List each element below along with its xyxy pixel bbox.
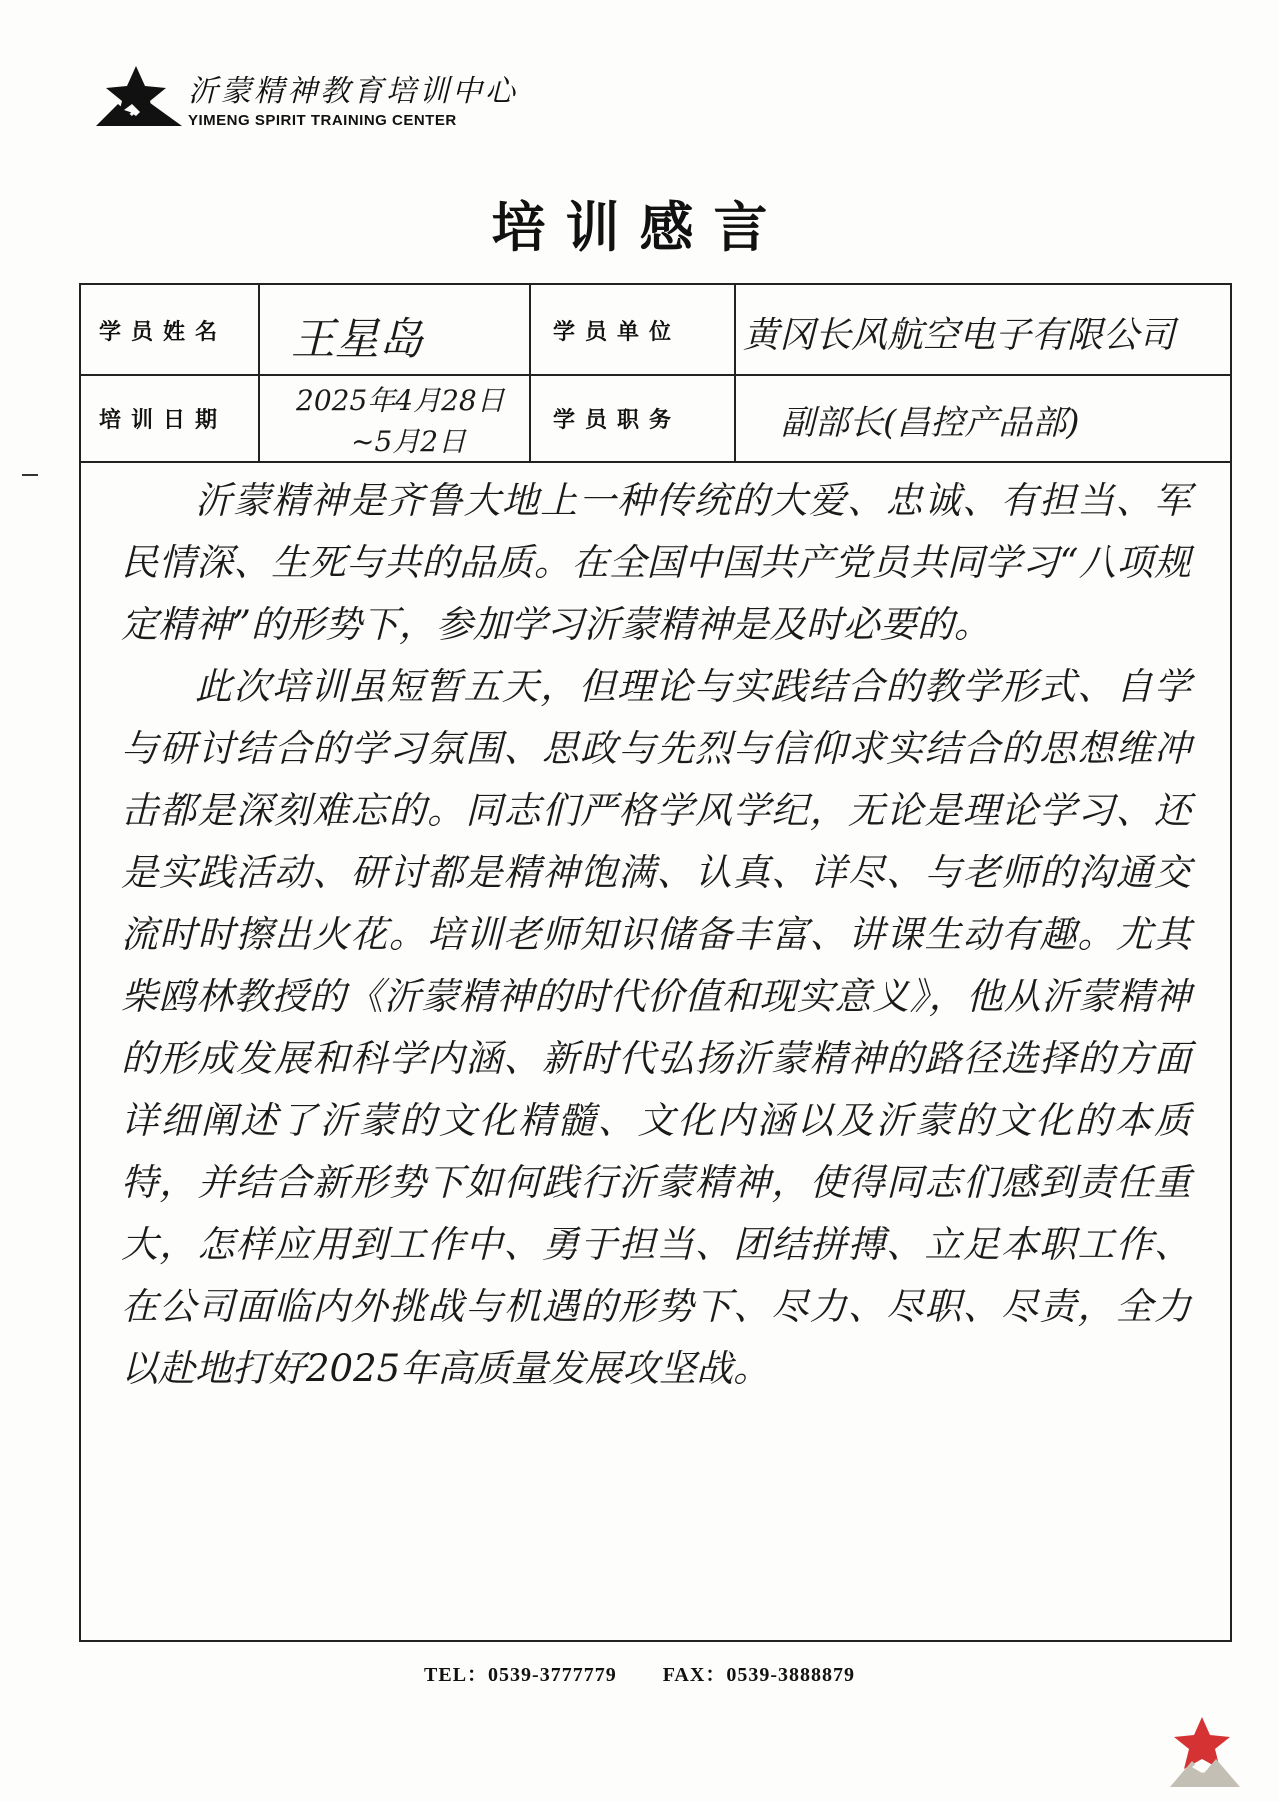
page-title: 培训感言	[491, 195, 788, 259]
essay-paragraph-1: 沂蒙精神是齐鲁大地上一种传统的大爱、忠诚、有担当、军民情深、生死与共的品质。在全国中国共产党员共同学习“八项规定精神”的形势下，参加学习沂蒙精神是及时必要的。	[121, 479, 1191, 646]
date-start: 2025年4月28日	[296, 384, 505, 417]
unit-value: 黄冈长风航空电子有限公司	[743, 315, 1176, 356]
name-label: 学员姓名	[99, 320, 228, 345]
position-value: 副部长(昌控产品部)	[781, 403, 1080, 443]
telephone-number: TEL：0539-3777779	[424, 1664, 617, 1686]
date-end: ~5月2日	[351, 425, 467, 458]
essay-body	[121, 470, 1191, 1400]
row-divider	[81, 374, 1230, 376]
essay-paragraph-2: 此次培训虽短暂五天，但理论与实践结合的教学形式、自学与研讨结合的学习氛围、思政与先烈与信仰求实结合的思想维冲击都是深刻难忘的。同志们严格学风学纪，无论是理论学习、还是实践活动、研讨都是精神饱满、认真、详尽、与老师的沟通交流时时擦出火花。培训老师知识储备丰富、讲课生动有趣。尤其柴鸥林教授的《沂蒙精神的时代价值和现实意义》，他从沂蒙精神的形成发展和科学内涵、新时代弘扬沂蒙精神的路径选择的方面详细阐述了沂蒙的文化精髓、文化内涵以及沂蒙的文化的本质特，并结合新形势下如何践行沂蒙精神，使得同志们感到责任重大，怎样应用到工作中、勇于担当、团结拼搏、立足本职工作、在公司面临内外挑战与机遇的形势下、尽力、尽职、尽责，全力以赴地打好2025年高质量发展攻坚战。	[121, 665, 1191, 1390]
name-value: 王星岛	[291, 314, 423, 365]
margin-mark	[22, 474, 38, 476]
position-label: 学员职务	[553, 408, 682, 433]
star-mountain-logo-icon	[96, 64, 182, 126]
column-divider	[529, 285, 531, 461]
column-divider	[734, 285, 736, 461]
center-logo	[96, 64, 518, 134]
star-mountain-watermark-icon	[1170, 1715, 1240, 1787]
logo-english-text: YIMENG SPIRIT TRAINING CENTER	[188, 112, 457, 129]
contact-footer	[0, 1658, 1279, 1687]
column-divider	[258, 285, 260, 461]
unit-label: 学员单位	[553, 320, 682, 345]
logo-chinese-text: 沂蒙精神教育培训中心	[188, 74, 518, 109]
row-divider	[81, 461, 1230, 463]
feedback-form	[79, 283, 1232, 1642]
fax-number: FAX：0539-3888879	[662, 1664, 855, 1686]
date-label: 培训日期	[99, 408, 228, 433]
